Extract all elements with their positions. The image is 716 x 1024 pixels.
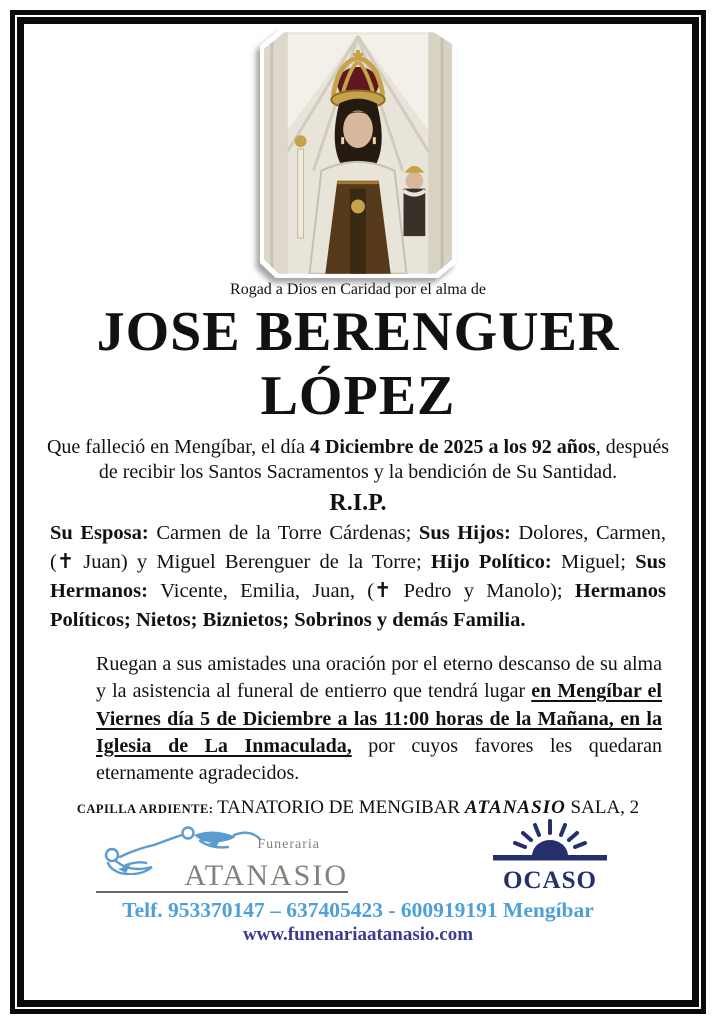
logos-row	[24, 819, 692, 893]
ocaso-sun-icon	[487, 819, 613, 863]
ocaso-label: OCASO	[503, 867, 597, 895]
family-paragraph: Su Esposa: Carmen de la Torre Cárdenas; Sus Hijos: Dolores, Carmen, (✝ Juan) y Miguel Berenguer de la Torre; Hijo Político: Miguel; Sus Hermanos: Vicente, Emilia, Juan, (✝ Pedro y Manolo); Hermanos Políticos; Nietos; Biznietos; Sobrinos y demás Familia.	[50, 521, 666, 632]
virgin-statue-illustration	[264, 32, 452, 274]
virgin-statue-photo	[260, 28, 456, 278]
funeraria-label: Funeraria	[257, 837, 320, 853]
deceased-name-line2: LÓPEZ	[260, 364, 456, 427]
ocaso-logo	[484, 819, 616, 893]
inner-border-frame	[17, 17, 699, 1007]
rip-line: R.I.P.	[329, 489, 387, 516]
deceased-name	[24, 301, 692, 429]
funeral-request-paragraph: Ruegan a sus amistades una oración por el eterno descanso de su alma y la asistencia al funeral de entierro que tendrá lugar en Mengíbar el Viernes día 5 de Diciembre a las 11:00 horas de la Mañana, en la Iglesia de La Inmaculada, por cuyos favores les quedaran eternamente agradecidos.	[96, 653, 662, 785]
invocation-line: Rogad a Dios en Caridad por el alma de	[230, 281, 486, 298]
outer-border-frame	[10, 10, 706, 1014]
chapel-line: CAPILLA ARDIENTE: TANATORIO DE MENGIBAR ATANASIO SALA, 2	[76, 797, 640, 819]
funeraria-atanasio-logo	[96, 825, 348, 893]
esquela-content	[24, 24, 692, 1000]
phone-numbers-line: Telf. 953370147 – 637405423 - 600919191 Mengíbar	[122, 898, 594, 923]
website-line: www.funenariaatanasio.com	[242, 924, 474, 946]
atanasio-label: ATANASIO	[184, 859, 348, 893]
deceased-name-line1: JOSE BERENGUER	[96, 301, 620, 363]
death-notice-paragraph: Que falleció en Mengíbar, el día 4 Diciembre de 2025 a los 92 años, después de recibir los Santos Sacramentos y la bendición de Su Santidad.	[46, 435, 670, 484]
